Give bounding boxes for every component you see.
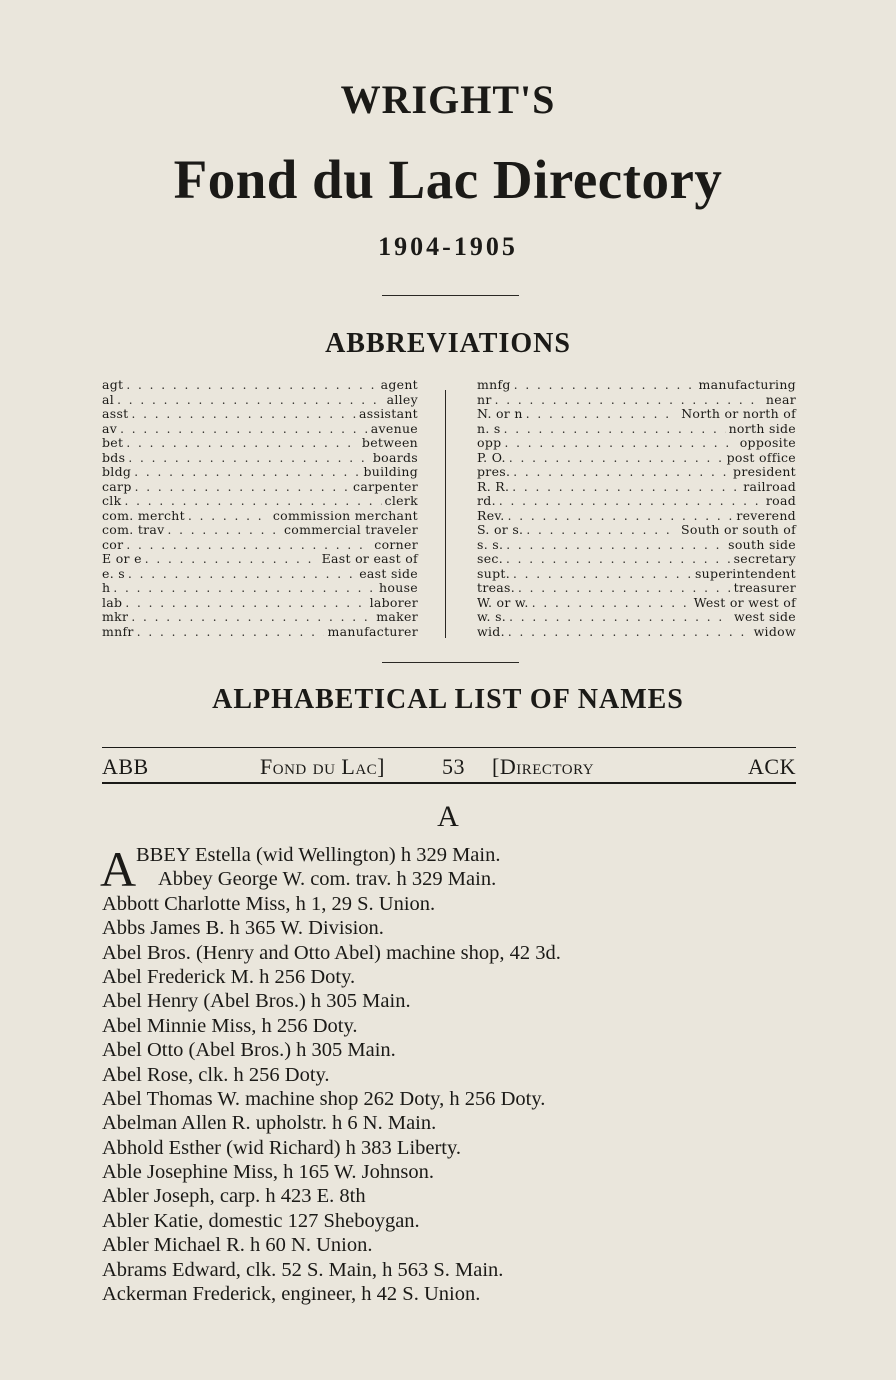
abbreviation-row <box>102 610 418 625</box>
running-header-last-key: ACK <box>748 754 796 779</box>
abbreviation-row <box>477 538 796 553</box>
abbreviation-term: E or e <box>102 551 142 566</box>
abbreviation-term: R. R. <box>477 478 510 494</box>
abbreviation-row <box>102 480 418 495</box>
dot-leader <box>126 436 359 451</box>
dot-leader <box>131 610 373 625</box>
abbreviation-term: com. trav <box>102 522 165 537</box>
abbreviation-row <box>102 538 418 553</box>
abbreviation-term: n. s <box>477 420 501 436</box>
abbreviation-row <box>477 567 796 582</box>
abbreviation-row <box>477 480 796 495</box>
dot-leader <box>514 378 696 393</box>
name-entry: Ackerman Frederick, engineer, h 42 S. Union. <box>102 1283 481 1306</box>
abbreviation-row <box>102 436 418 451</box>
name-entry: Abel Henry (Abel Bros.) h 305 Main. <box>102 990 411 1013</box>
abbreviation-term: cor <box>102 536 124 552</box>
name-entry: Abel Rose, clk. h 256 Doty. <box>102 1063 330 1086</box>
abbreviation-meaning: assistant <box>359 406 418 421</box>
running-header-top-rule <box>102 747 796 748</box>
abbreviation-term: mkr <box>102 609 129 624</box>
name-entry: Abhold Esther (wid Richard) h 383 Liberty. <box>102 1136 462 1159</box>
abbreviation-term: e. s <box>102 565 125 581</box>
abbreviation-term: treas. <box>477 580 516 595</box>
dot-leader <box>125 596 366 611</box>
dot-leader <box>526 523 678 538</box>
abbreviation-term: sec. <box>477 551 503 566</box>
page-title: Fond du Lac Directory <box>173 149 723 210</box>
abbreviation-term: carp <box>102 478 132 494</box>
abbreviation-term: W. or w. <box>477 594 529 610</box>
name-entry: Abbs James B. h 365 W. Division. <box>102 917 384 940</box>
abbreviation-meaning: agent <box>380 377 418 392</box>
abbreviation-term: P. O. <box>477 449 506 465</box>
dot-leader <box>124 494 381 509</box>
name-entry: Abel Frederick M. h 256 Doty. <box>102 965 356 988</box>
dot-leader <box>506 552 731 567</box>
abbreviation-meaning: house <box>379 580 418 595</box>
abbreviation-row <box>102 552 418 567</box>
running-header-section: [Directory <box>492 754 595 779</box>
name-entry: Abler Joseph, carp. h 423 E. 8th <box>102 1185 366 1208</box>
abbreviation-term: av <box>102 420 118 436</box>
dot-leader <box>128 451 370 466</box>
abbreviation-meaning: West or west of <box>693 594 796 610</box>
dot-leader <box>188 509 270 524</box>
abbreviation-row <box>477 451 796 466</box>
dot-leader <box>508 509 734 524</box>
abbreviation-row <box>102 567 418 582</box>
abbreviation-term: mnfr <box>102 623 134 639</box>
name-entry: Abel Otto (Abel Bros.) h 305 Main. <box>102 1039 396 1062</box>
abbreviation-row <box>477 494 796 509</box>
abbreviation-meaning: alley <box>386 391 418 407</box>
abbreviation-row <box>102 509 418 524</box>
abbreviation-meaning: manufacturing <box>698 377 796 392</box>
abbreviation-meaning: reverend <box>736 507 796 523</box>
abbreviation-meaning: north side <box>728 420 796 436</box>
abbreviation-row <box>102 625 418 640</box>
abbreviation-meaning: superintendent <box>694 565 796 581</box>
abbreviation-term: clk <box>102 493 122 508</box>
abbreviation-meaning: commercial traveler <box>283 522 418 537</box>
running-header-bottom-rule <box>102 782 796 784</box>
abbreviation-meaning: east side <box>359 565 418 581</box>
name-entry: Abrams Edward, clk. 52 S. Main, h 563 S. Main. <box>102 1258 504 1281</box>
abbreviation-term: opp <box>477 435 502 450</box>
dot-leader <box>128 567 356 582</box>
publisher-heading: WRIGHT'S <box>340 77 556 122</box>
abbreviation-row <box>102 581 418 596</box>
abbreviation-meaning: building <box>363 464 418 479</box>
abbreviation-meaning: carpenter <box>353 478 418 494</box>
abbreviation-meaning: maker <box>376 609 418 624</box>
abbreviation-row <box>477 407 796 422</box>
abbreviation-meaning: post office <box>726 449 796 465</box>
abbreviation-meaning: boards <box>372 449 418 465</box>
names-heading: ALPHABETICAL LIST OF NAMES <box>212 684 684 715</box>
section-divider <box>382 662 519 663</box>
dot-leader <box>509 610 731 625</box>
abbreviation-meaning: secretary <box>733 551 796 566</box>
dot-leader <box>134 465 360 480</box>
running-header <box>102 754 796 780</box>
abbreviation-row <box>102 596 418 611</box>
abbreviation-term: s. s. <box>477 536 504 552</box>
abbreviation-term: N. or n <box>477 406 523 421</box>
drop-cap: A <box>100 841 137 897</box>
abbreviation-term: al <box>102 391 115 407</box>
abbreviation-term: h <box>102 580 111 595</box>
letter-heading: A <box>437 800 459 833</box>
dot-leader <box>113 581 376 596</box>
dot-leader <box>518 581 731 596</box>
abbreviation-meaning: avenue <box>370 420 418 436</box>
abbreviation-meaning: opposite <box>739 435 796 450</box>
abbreviation-row <box>477 393 796 408</box>
abbreviation-meaning: road <box>765 493 796 508</box>
dot-leader <box>126 538 371 553</box>
abbreviations-heading: ABBREVIATIONS <box>325 328 571 359</box>
abbreviation-term: mnfg <box>477 377 511 392</box>
dot-leader <box>508 625 751 640</box>
abbreviation-row <box>477 509 796 524</box>
abbreviation-term: wid. <box>477 623 505 639</box>
dot-leader <box>513 465 730 480</box>
abbreviation-row <box>477 422 796 437</box>
name-entry: Abbott Charlotte Miss, h 1, 29 S. Union. <box>102 892 436 915</box>
dot-leader <box>512 480 740 495</box>
abbreviation-term: Rev. <box>477 507 505 523</box>
abbreviation-meaning: president <box>733 464 796 479</box>
abbreviation-row <box>477 523 796 538</box>
name-entry: Abel Bros. (Henry and Otto Abel) machine shop, 42 3d. <box>102 941 561 964</box>
abbreviation-row <box>102 393 418 408</box>
abbreviation-meaning: South or south of <box>681 522 796 537</box>
name-entry: Abelman Allen R. upholstr. h 6 N. Main. <box>102 1112 437 1135</box>
abbreviation-term: supt. <box>477 565 510 581</box>
dot-leader <box>499 494 763 509</box>
abbreviations-column-divider <box>445 390 446 638</box>
abbreviation-row <box>102 451 418 466</box>
dot-leader <box>504 436 736 451</box>
dot-leader <box>506 538 725 553</box>
abbreviation-term: nr <box>477 391 492 407</box>
abbreviation-meaning: clerk <box>384 493 418 508</box>
abbreviation-row <box>102 422 418 437</box>
running-header-city: Fond du Lac] <box>260 754 385 779</box>
abbreviation-row <box>477 581 796 596</box>
edition-years: 1904-1905 <box>378 232 518 261</box>
abbreviation-term: com. mercht <box>102 507 185 523</box>
abbreviation-term: bds <box>102 449 126 465</box>
abbreviation-term: rd. <box>477 493 496 508</box>
abbreviation-row <box>102 378 418 393</box>
abbreviations-right-column <box>477 378 796 639</box>
dot-leader <box>117 393 384 408</box>
dot-leader <box>495 393 763 408</box>
abbreviation-row <box>477 552 796 567</box>
abbreviations-left-column <box>102 378 418 639</box>
abbreviation-row <box>477 625 796 640</box>
name-entry: Abler Michael R. h 60 N. Union. <box>102 1234 373 1257</box>
dot-leader <box>513 567 692 582</box>
abbreviation-row <box>477 378 796 393</box>
dot-leader <box>526 407 678 422</box>
name-entry: Able Josephine Miss, h 165 W. Johnson. <box>102 1161 435 1184</box>
abbreviation-meaning: commission merchant <box>272 507 418 523</box>
dot-leader <box>137 625 325 640</box>
name-entry: Abbey George W. com. trav. h 329 Main. <box>158 868 497 891</box>
abbreviation-meaning: manufacturer <box>327 623 418 639</box>
name-list <box>102 843 802 1306</box>
abbreviation-term: bet <box>102 435 124 450</box>
dot-leader <box>132 407 357 422</box>
abbreviation-row <box>477 465 796 480</box>
abbreviation-meaning: railroad <box>743 478 796 494</box>
dot-leader <box>509 451 724 466</box>
abbreviation-term: pres. <box>477 464 511 479</box>
dot-leader <box>504 422 726 437</box>
page-number: 53 <box>442 754 465 779</box>
dot-leader <box>145 552 319 567</box>
abbreviation-row <box>102 523 418 538</box>
dot-leader <box>120 422 368 437</box>
dot-leader <box>532 596 691 611</box>
name-entry: Abler Katie, domestic 127 Sheboygan. <box>102 1209 420 1232</box>
abbreviation-row <box>102 407 418 422</box>
abbreviation-row <box>477 436 796 451</box>
name-entry-text: BBEY Estella (wid Wellington) h 329 Main. <box>136 844 501 866</box>
abbreviation-meaning: west side <box>733 609 796 624</box>
abbreviation-meaning: corner <box>374 536 418 552</box>
abbreviation-meaning: near <box>765 391 796 407</box>
abbreviation-row <box>477 596 796 611</box>
abbreviation-term: S. or s. <box>477 522 524 537</box>
name-entry: Abel Thomas W. machine shop 262 Doty, h 256 Doty. <box>102 1087 546 1110</box>
abbreviation-meaning: widow <box>753 623 796 639</box>
dot-leader <box>168 523 281 538</box>
abbreviation-meaning: East or east of <box>321 551 418 566</box>
dot-leader <box>135 480 350 495</box>
abbreviation-meaning: laborer <box>369 594 418 610</box>
title-divider <box>382 295 519 296</box>
abbreviation-meaning: south side <box>728 536 796 552</box>
running-header-first-key: ABB <box>102 754 149 779</box>
abbreviation-term: w. s. <box>477 609 507 624</box>
dot-leader <box>126 378 377 393</box>
abbreviation-meaning: treasurer <box>733 580 796 595</box>
abbreviation-term: agt <box>102 377 124 392</box>
abbreviation-meaning: North or north of <box>681 406 796 421</box>
abbreviation-term: lab <box>102 594 123 610</box>
abbreviation-row <box>102 494 418 509</box>
abbreviation-term: bldg <box>102 464 132 479</box>
abbreviation-row <box>102 465 418 480</box>
abbreviation-meaning: between <box>361 435 418 450</box>
name-entry: Abel Minnie Miss, h 256 Doty. <box>102 1014 358 1037</box>
abbreviation-row <box>477 610 796 625</box>
abbreviation-term: asst <box>102 406 129 421</box>
